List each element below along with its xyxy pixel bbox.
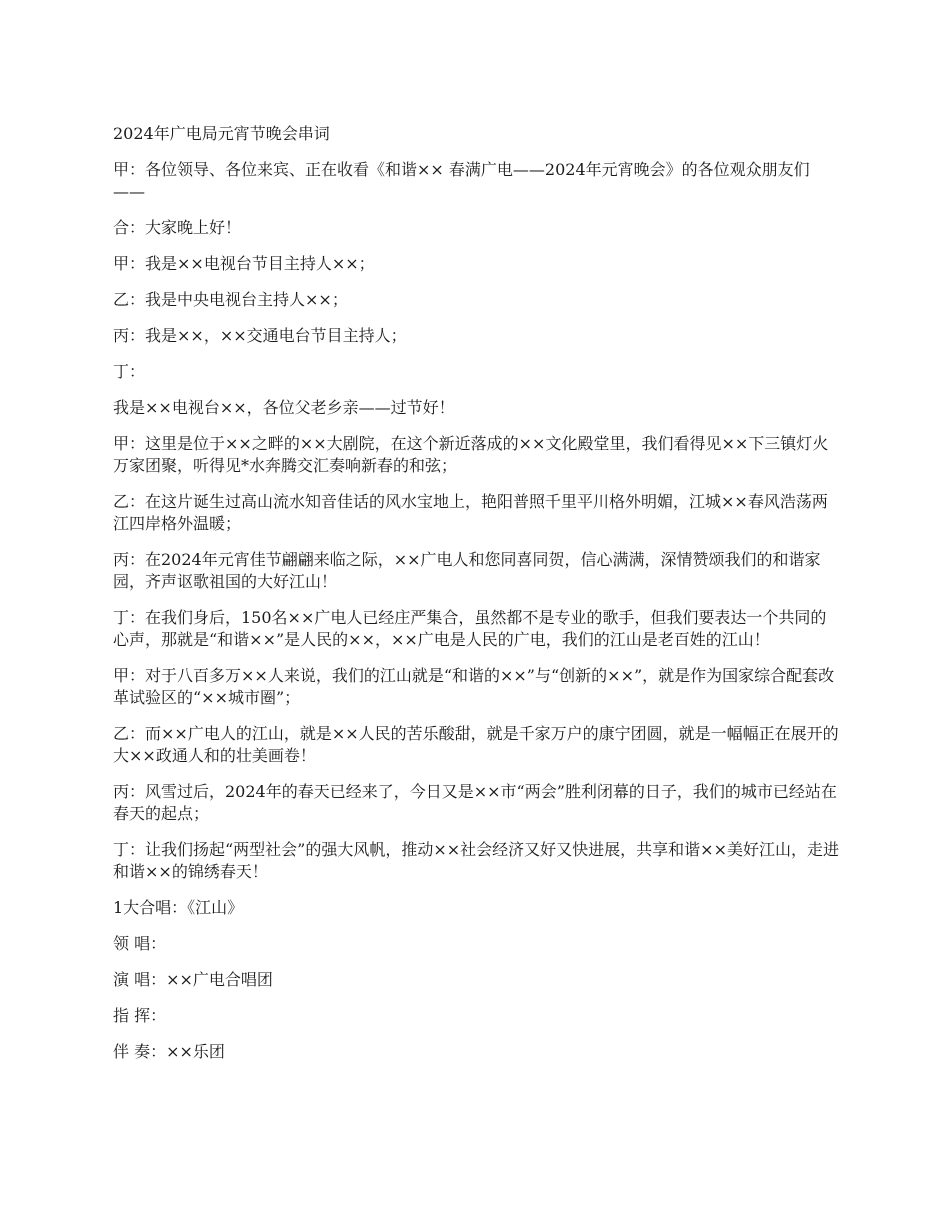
paragraph-14: 丙：风雪过后，2024年的春天已经来了，今日又是××市“两会”胜利闭幕的日子，我们的城市已经站在春天的起点； [113,782,837,823]
paragraph-7: 我是××电视台××，各位父老乡亲——过节好！ [113,398,455,417]
paragraph-4: 乙：我是中央电视台主持人××； [113,290,348,309]
paragraph-11: 丁：在我们身后，150名××广电人已经庄严集合，虽然都不是专业的歌手，但我们要表达一个共同的心声，那就是“和谐××”是人民的××，××广电是人民的广电，我们的江山是老百姓的江山！ [113,608,827,649]
paragraph-8: 甲：这里是位于××之畔的××大剧院，在这个新近落成的××文化殿堂里，我们看得见××下三镇灯火万家团聚，听得见*水奔腾交汇奏响新春的和弦； [113,434,829,475]
paragraph-17: 领 唱： [113,934,167,953]
paragraph-1: 甲：各位领导、各位来宾、正在收看《和谐×× 春满广电——2024年元宵晚会》的各位观众朋友们—— [113,160,810,201]
paragraph-6: 丁： [113,362,146,381]
paragraph-13: 乙：而××广电人的江山，就是××人民的苦乐酸甜，就是千家万户的康宁团圆，就是一幅幅正在展开的大××政通人和的壮美画卷！ [113,724,839,765]
paragraph-3: 甲：我是××电视台节目主持人××； [113,254,375,273]
paragraph-2: 合：大家晚上好！ [113,218,242,237]
document-title: 2024年广电局元宵节晚会串词 [113,124,330,143]
paragraph-15: 丁：让我们扬起“两型社会”的强大风帆，推动××社会经济又好又快进展，共享和谐××美好江山，走进和谐××的锦绣春天！ [113,840,839,881]
paragraph-5: 丙：我是××，××交通电台节目主持人； [113,326,407,345]
paragraph-10: 丙：在2024年元宵佳节翩翩来临之际，××广电人和您同喜同贺，信心满满，深情赞颂我们的和谐家园，齐声讴歌祖国的大好江山！ [113,550,821,591]
paragraph-9: 乙：在这片诞生过高山流水知音佳话的风水宝地上，艳阳普照千里平川格外明媚，江城××春风浩荡两江四岸格外温暖； [113,492,828,533]
document-body [113,123,841,1077]
paragraph-20: 伴 奏：××乐团 [113,1042,225,1061]
paragraph-18: 演 唱：××广电合唱团 [113,970,273,989]
paragraph-16: 1大合唱：《江山》 [113,898,244,917]
paragraph-12: 甲：对于八百多万××人来说，我们的江山就是“和谐的××”与“创新的××”，就是作为国家综合配套改革试验区的“××城市圈”； [113,666,835,707]
paragraph-19: 指 挥： [113,1006,167,1025]
